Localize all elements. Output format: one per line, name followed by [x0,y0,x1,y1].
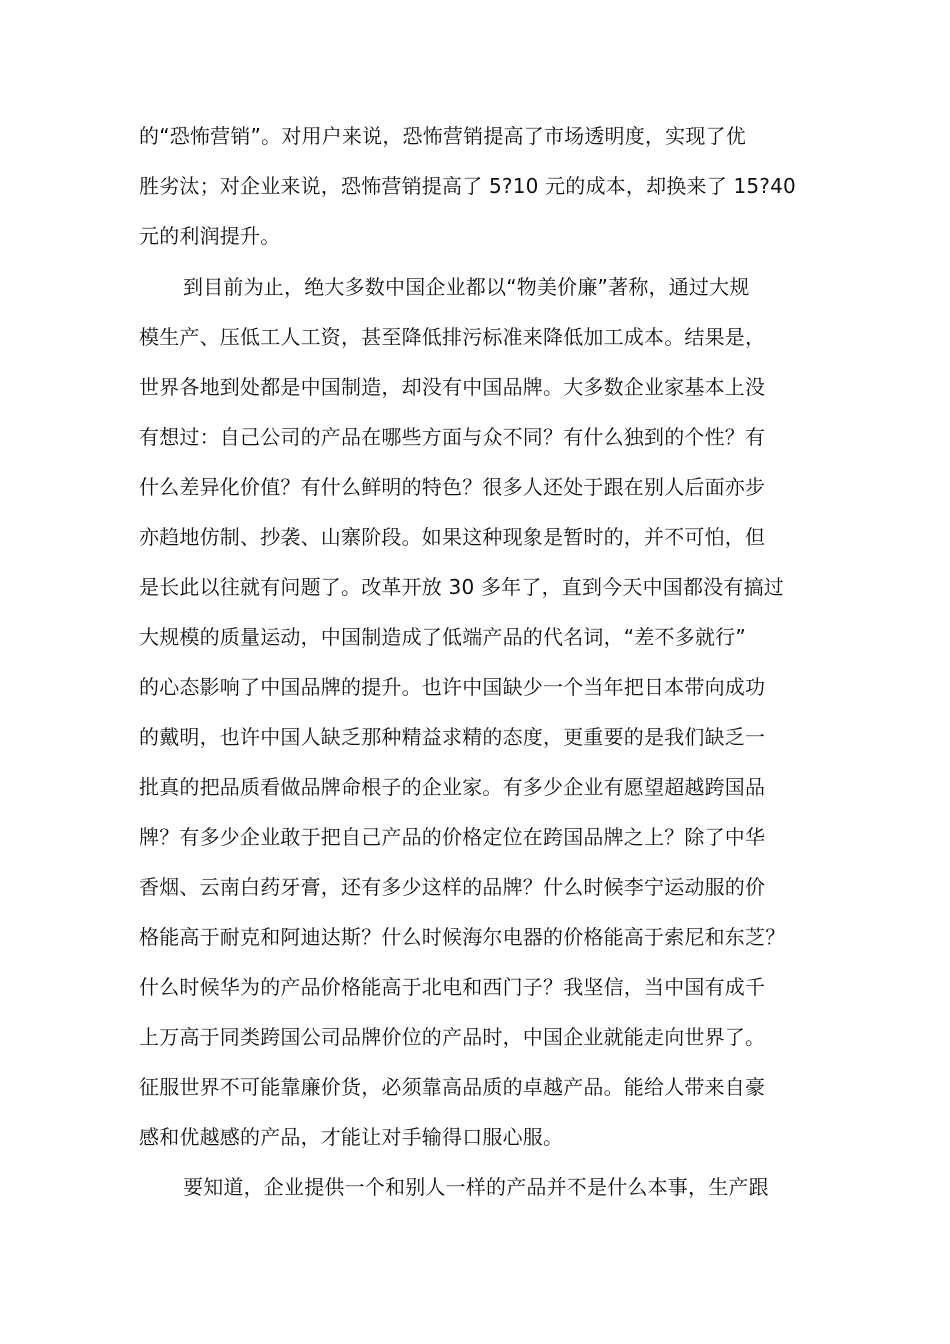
text-line: 世界各地到处都是中国制造，却没有中国品牌。大多数企业家基本上没 [139,375,766,399]
text-line: 的心态影响了中国品牌的提升。也许中国缺少一个当年把日本带向成功 [139,675,766,699]
text-line: 格能高于耐克和阿迪达斯？什么时候海尔电器的价格能高于索尼和东芝？ [139,925,786,949]
text-line: 是长此以往就有问题了。改革开放 30 多年了，直到今天中国都没有搞过 [139,575,784,599]
text-line: 模生产、压低工人工资，甚至降低排污标准来降低加工成本。结果是， [139,325,766,349]
text-line: 要知道，企业提供一个和别人一样的产品并不是什么本事，生产跟 [183,1175,769,1199]
text-line: 的“恐怖营销”。对用户来说，恐怖营销提高了市场透明度，实现了优 [139,124,746,148]
text-line: 的戴明，也许中国人缺乏那种精益求精的态度，更重要的是我们缺乏一 [139,725,766,749]
text-line: 大规模的质量运动，中国制造成了低端产品的代名词，“差不多就行” [139,625,746,649]
text-line: 什么差异化价值？有什么鲜明的特色？很多人还处于跟在别人后面亦步 [139,475,766,499]
text-line: 亦趋地仿制、抄袭、山寨阶段。如果这种现象是暂时的，并不可怕，但 [139,525,766,549]
text-line: 批真的把品质看做品牌命根子的企业家。有多少企业有愿望超越跨国品 [139,775,766,799]
text-line: 胜劣汰；对企业来说，恐怖营销提高了 5?10 元的成本，却换来了 15?40 [139,174,796,198]
text-line: 上万高于同类跨国公司品牌价位的产品时，中国企业就能走向世界了。 [139,1025,766,1049]
text-line: 牌？有多少企业敢于把自己产品的价格定位在跨国品牌之上？除了中华 [139,825,766,849]
text-line: 征服世界不可能靠廉价货，必须靠高品质的卓越产品。能给人带来自豪 [139,1075,766,1099]
text-line: 什么时候华为的产品价格能高于北电和西门子？我坚信，当中国有成千 [139,975,766,999]
text-line: 有想过：自己公司的产品在哪些方面与众不同？有什么独到的个性？有 [139,425,766,449]
text-line: 感和优越感的产品，才能让对手输得口服心服。 [139,1125,564,1149]
text-line: 到目前为止，绝大多数中国企业都以“物美价廉”著称，通过大规 [183,275,750,299]
text-line: 香烟、云南白药牙膏，还有多少这样的品牌？什么时候李宁运动服的价 [139,875,766,899]
text-line: 元的利润提升。 [139,224,281,248]
